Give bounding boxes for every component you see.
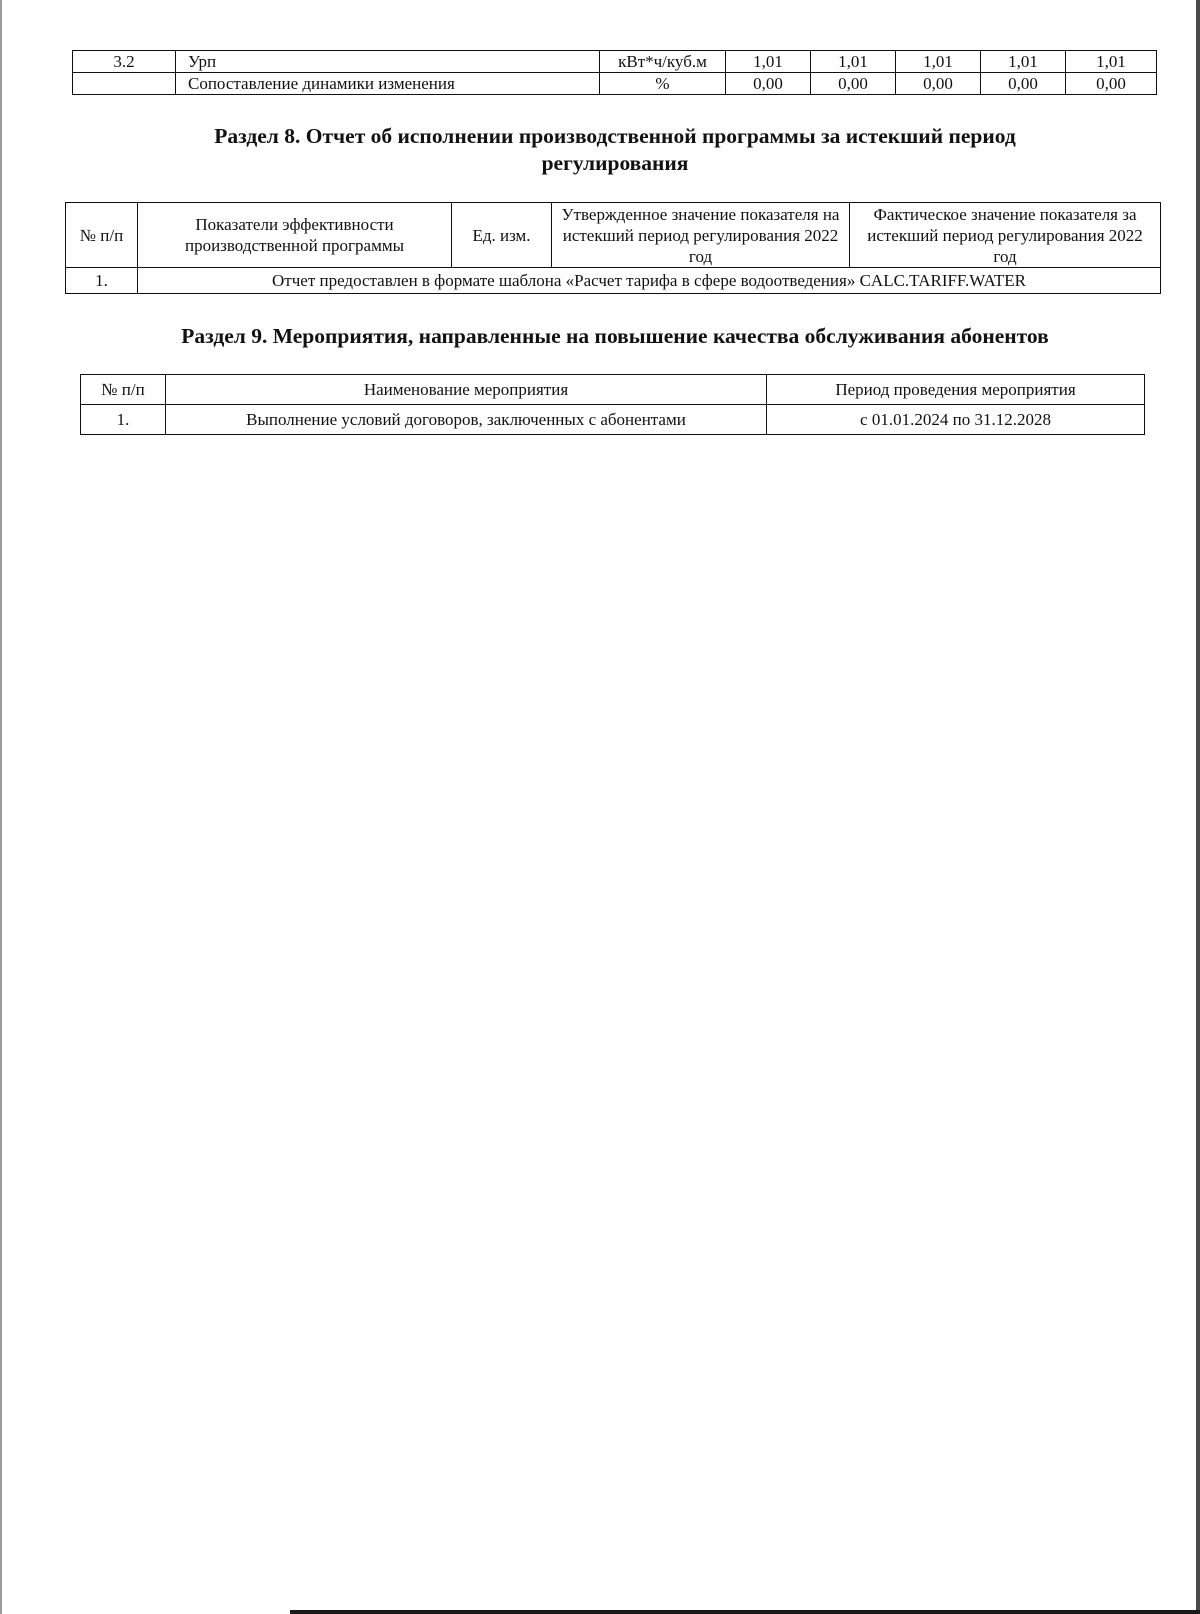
section-8-title-line2: регулирования <box>541 151 689 175</box>
unit-cell: кВт*ч/куб.м <box>600 51 726 73</box>
indicators-table-continuation <box>72 50 1157 95</box>
scan-right-edge <box>1196 0 1200 1614</box>
value-cell: 0,00 <box>726 73 811 95</box>
row-number: 3.2 <box>73 51 176 73</box>
table-header-row <box>66 203 1161 268</box>
value-cell: 0,00 <box>1066 73 1157 95</box>
table-row <box>73 73 1157 95</box>
header-num: № п/п <box>81 375 166 405</box>
service-quality-measures-table <box>80 374 1145 435</box>
value-cell: 1,01 <box>1066 51 1157 73</box>
header-period: Период проведения мероприятия <box>767 375 1145 405</box>
unit-cell: % <box>600 73 726 95</box>
measure-name: Выполнение условий договоров, заключенных с абонентами <box>166 405 767 435</box>
section-9-title: Раздел 9. Мероприятия, направленные на повышение качества обслуживания абонентов <box>181 324 1049 348</box>
table-row <box>73 51 1157 73</box>
value-cell: 1,01 <box>896 51 981 73</box>
indicator-name: Сопоставление динамики изменения <box>176 73 600 95</box>
scan-bottom-edge <box>290 1610 1200 1614</box>
value-cell: 1,01 <box>981 51 1066 73</box>
table-row <box>81 405 1145 435</box>
report-note: Отчет предоставлен в формате шаблона «Расчет тарифа в сфере водоотведения» CALC.TARIFF.WATER <box>138 268 1161 294</box>
indicator-name: Урп <box>176 51 600 73</box>
value-cell: 1,01 <box>811 51 896 73</box>
header-approved-value: Утвержденное значение показателя на истекший период регулирования 2022 год <box>552 203 850 268</box>
header-num: № п/п <box>66 203 138 268</box>
value-cell: 0,00 <box>896 73 981 95</box>
row-number: 1. <box>81 405 166 435</box>
table-header-row <box>81 375 1145 405</box>
section-8-title <box>70 123 1160 177</box>
measure-period: с 01.01.2024 по 31.12.2028 <box>767 405 1145 435</box>
scan-left-edge <box>0 0 2 1614</box>
value-cell: 1,01 <box>726 51 811 73</box>
table-row <box>66 268 1161 294</box>
row-number <box>73 73 176 95</box>
header-unit: Ед. изм. <box>452 203 552 268</box>
value-cell: 0,00 <box>981 73 1066 95</box>
production-program-report-table <box>65 202 1161 294</box>
header-measure-name: Наименование мероприятия <box>166 375 767 405</box>
section-8-title-line1: Раздел 8. Отчет об исполнении производственной программы за истекший период <box>214 124 1016 148</box>
header-indicator: Показатели эффективности производственной программы <box>138 203 452 268</box>
value-cell: 0,00 <box>811 73 896 95</box>
row-number: 1. <box>66 268 138 294</box>
header-actual-value: Фактическое значение показателя за истекший период регулирования 2022 год <box>850 203 1161 268</box>
